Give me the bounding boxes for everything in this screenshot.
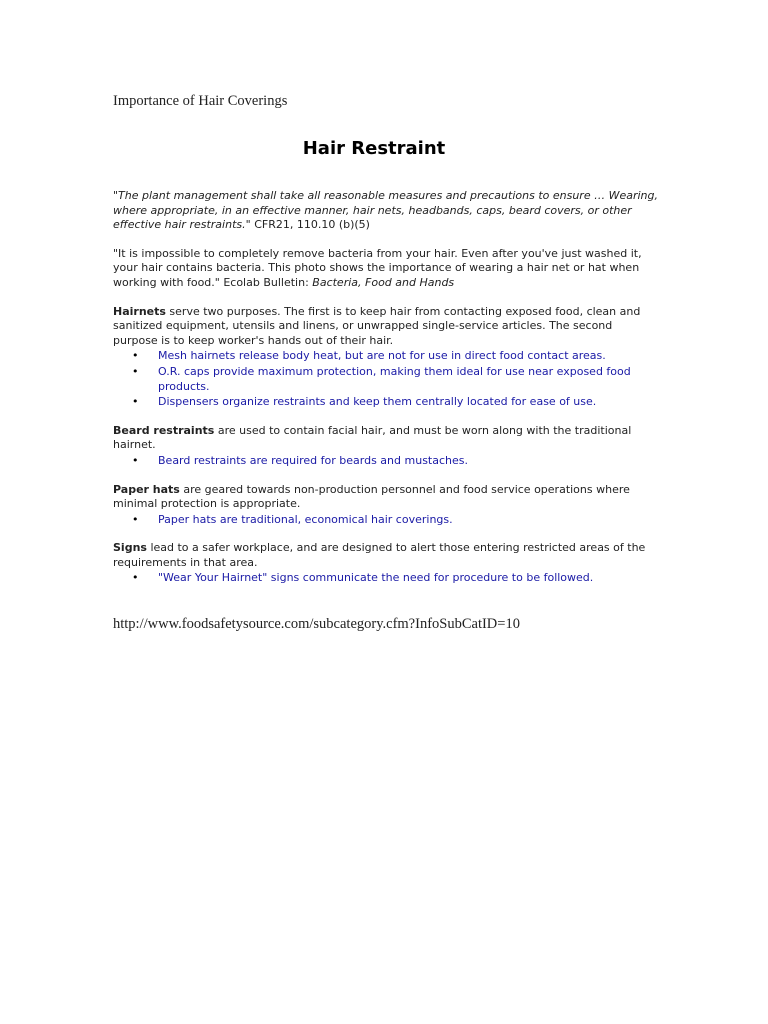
section-term: Beard restraints [113,423,215,437]
section-term: Signs [113,541,147,555]
bulletin-text: "It is impossible to completely remove bacteria from your hair. Even after you've just washed it, your hair contains bacteria. This photo shows the importance of wearing a hair net or hat when working with food." Ecolab Bulletin: [113,246,642,289]
paper-hats-list [113,513,658,528]
bullet-icon: • [132,349,139,363]
list-item [113,454,658,469]
section-term: Paper hats [113,482,180,496]
document-heading: Importance of Hair Coverings [113,93,288,109]
bullet-icon: • [132,395,139,409]
quote-citation: CFR21, 110.10 (b)(5) [254,218,370,232]
list-item-text: Dispensers organize restraints and keep them centrally located for ease of use. [158,395,597,409]
page-title: Hair Restraint [302,138,446,159]
section-text: are geared towards non-production personnel and food service operations where minimal protection is appropriate. [113,482,630,511]
regulation-quote [113,189,658,233]
list-item [113,571,658,586]
document-body [113,189,658,600]
source-url: http://www.foodsafetysource.com/subcategory.cfm?InfoSubCatID=10 [113,616,520,632]
beard-restraints-list [113,454,658,469]
bulletin-source: Bacteria, Food and Hands [312,275,455,289]
list-item [113,349,658,364]
list-item [113,365,658,394]
hairnets-paragraph [113,305,658,349]
bullet-icon: • [132,453,139,467]
signs-paragraph [113,541,658,570]
section-text: lead to a safer workplace, and are designed to alert those entering restricted areas of the requirements in that area. [113,541,646,569]
section-text: serve two purposes. The first is to keep hair from contacting exposed food, clean and sanitized equipment, utensils and linens, or unwrapped single-service articles. The second purpose is to keep worker's hands out of their hair. [113,304,641,347]
quote-text: "The plant management shall take all reasonable measures and precautions to ensure … Wearing, where appropriate, in an effective manner, hair nets, headbands, caps, beard covers, or other effective hair restraints." [113,189,658,232]
section-text: are used to contain facial hair, and must be worn along with the traditional hairnet. [113,423,632,452]
beard-restraints-paragraph [113,424,658,453]
paper-hats-paragraph [113,483,658,512]
signs-list [113,571,658,586]
list-item [113,513,658,528]
list-item [113,395,658,410]
list-item-text: Paper hats are traditional, economical hair coverings. [158,512,453,526]
hairnets-list [113,349,658,409]
section-term: Hairnets [113,304,166,318]
bullet-icon: • [132,364,139,378]
list-item-text: "Wear Your Hairnet" signs communicate the need for procedure to be followed. [158,571,594,585]
bullet-icon: • [132,571,139,585]
list-item-text: Beard restraints are required for beards and mustaches. [158,453,468,467]
list-item-text: O.R. caps provide maximum protection, making them ideal for use near exposed food products. [158,364,631,393]
bullet-icon: • [132,512,139,526]
bulletin-quote [113,247,658,291]
list-item-text: Mesh hairnets release body heat, but are not for use in direct food contact areas. [158,349,606,363]
